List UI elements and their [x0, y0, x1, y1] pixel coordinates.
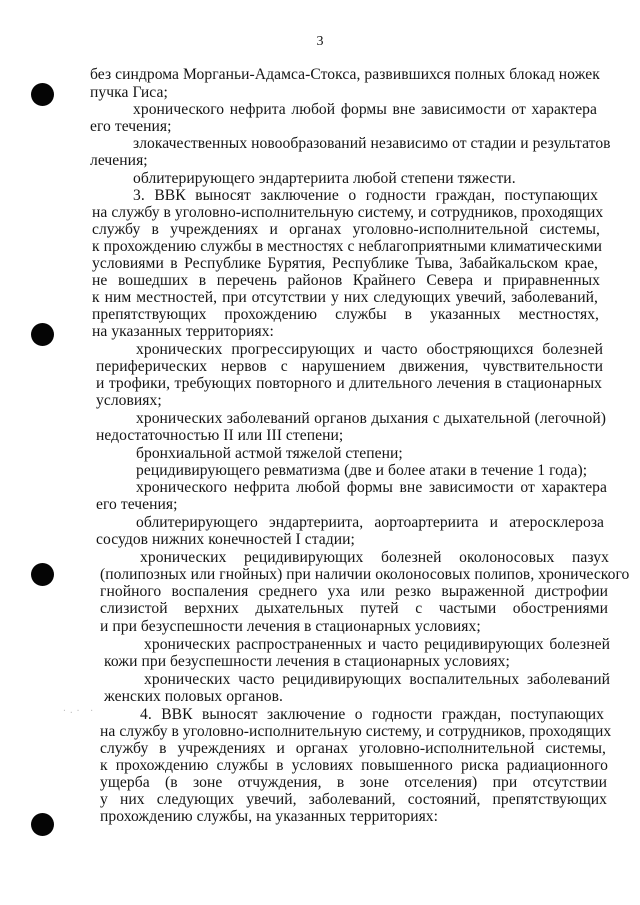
text-line: службу в учреждениях и органах уголовно-исполнительной системы,: [92, 221, 600, 238]
text-line: хронических прогрессирующих и часто обостряющихся болезней: [136, 341, 603, 358]
text-line: облитерирующего эндартериита, аортоартериита и атеросклероза: [136, 514, 604, 531]
text-line: слизистой верхних дыхательных путей с частыми обострениями: [100, 600, 608, 617]
text-line: условиях;: [96, 392, 162, 409]
text-line: препятствующих прохождению службы в указанных местностях,: [92, 306, 599, 323]
text-line: женских половых органов.: [104, 688, 283, 705]
text-line: хронического нефрита любой формы вне зависимости от характера: [133, 101, 597, 118]
text-line: на службу в уголовно-исполнительную систему, и сотрудников, проходящих: [92, 204, 604, 221]
text-line: хронических часто рецидивирующих воспалительных заболеваний: [144, 671, 610, 688]
text-line: хронических рецидивирующих болезней околоносовых пазух: [140, 549, 609, 566]
text-line: условиями в Республике Бурятия, Республике Тыва, Забайкальском крае,: [92, 255, 598, 272]
text-line: у них следующих увечий, заболеваний, состояний, препятствующих: [100, 791, 607, 808]
text-line: (полипозных или гнойных) при наличии околоносовых полипов, хронического: [100, 566, 630, 583]
text-line: злокачественных новообразований независимо от стадии и результатов: [133, 135, 611, 152]
text-line: хронического нефрита любой формы вне зависимости от характера: [136, 479, 607, 496]
punch-hole: [31, 83, 54, 106]
text-line: гнойного воспаления среднего уха или резко выраженной дистрофии: [100, 583, 608, 600]
text-line: и трофики, требующих повторного и длительного лечения в стационарных: [96, 375, 602, 392]
text-line: пучка Гиса;: [90, 84, 168, 101]
text-line: службу в учреждениях и органах уголовно-исполнительной системы,: [100, 740, 606, 757]
text-line: на службу в уголовно-исполнительную систему, и сотрудников, проходящих: [100, 723, 612, 740]
text-line: сосудов нижних конечностей I стадии;: [96, 531, 355, 548]
punch-hole: [31, 563, 54, 586]
text-line: к ним местностей, при отсутствии у них следующих увечий, заболеваний,: [92, 289, 598, 306]
punch-hole: [31, 323, 54, 346]
text-line: не вошедших в перечень районов Крайнего Севера и приравненных: [92, 272, 600, 289]
text-line: ущерба (в зоне отчуждения, в зоне отселения) при отсутствии: [100, 774, 607, 791]
text-line: его течения;: [90, 118, 172, 135]
text-line: и при безуспешности лечения в стационарных условиях;: [100, 618, 481, 635]
scan-noise: ·.· ·: [62, 706, 97, 715]
text-line: к прохождению службы в условиях повышенного риска радиационного: [100, 757, 608, 774]
text-line: 3. ВВК выносят заключение о годности граждан, поступающих: [133, 187, 598, 204]
text-line: хронических заболеваний органов дыхания с дыхательной (легочной): [136, 410, 606, 427]
text-line: 4. ВВК выносят заключение о годности граждан, поступающих: [140, 706, 604, 723]
text-line: его течения;: [96, 496, 178, 513]
text-line: лечения;: [90, 152, 148, 169]
text-line: прохождению службы, на указанных территориях:: [100, 808, 439, 825]
text-line: хронических распространенных и часто рецидивирующих болезней: [144, 636, 610, 653]
text-line: к прохождению службы в местностях с неблагоприятными климатическими: [92, 238, 603, 255]
text-line: бронхиальной астмой тяжелой степени;: [136, 445, 403, 462]
text-line: периферических нервов с нарушением движения, чувствительности: [96, 358, 603, 375]
text-line: рецидивирующего ревматизма (две и более атаки в течение 1 года);: [136, 462, 588, 479]
page-number: 3: [316, 34, 324, 49]
punch-hole: [31, 813, 54, 836]
text-line: облитерирующего эндартериита любой степени тяжести.: [133, 170, 516, 187]
text-line: на указанных территориях:: [92, 323, 274, 340]
text-line: кожи при безуспешности лечения в стационарных условиях;: [104, 653, 510, 670]
text-line: без синдрома Морганьи-Адамса-Стокса, развившихся полных блокад ножек: [90, 66, 600, 83]
text-line: недостаточностью II или III степени;: [96, 427, 344, 444]
